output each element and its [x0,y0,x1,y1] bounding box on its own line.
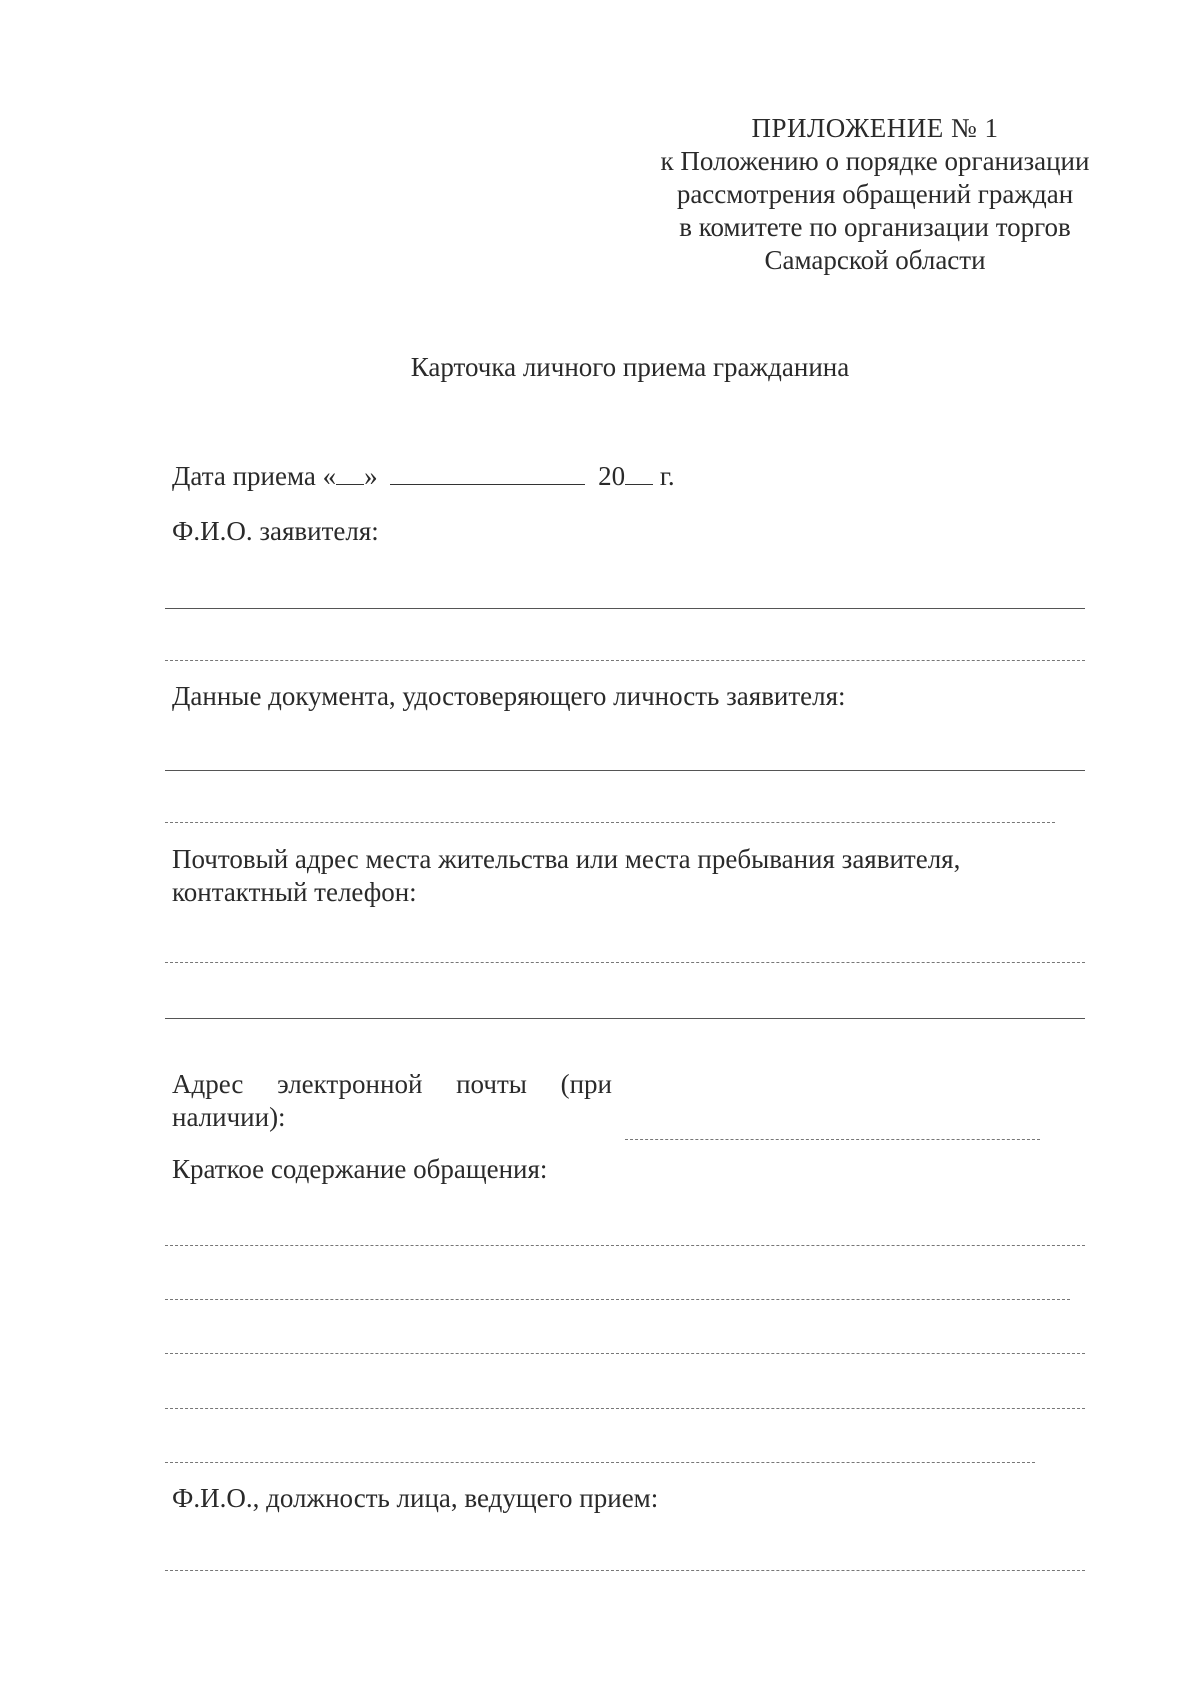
address-line-1[interactable] [165,962,1085,963]
applicant-name-line-2[interactable] [165,660,1085,661]
address-line-2[interactable] [165,1018,1085,1019]
id-document-line-2[interactable] [165,822,1055,823]
summary-label: Краткое содержание обращения: [172,1154,548,1184]
applicant-name-label: Ф.И.О. заявителя: [172,516,379,546]
email-label-line-1: Адрес электронной почты (при [172,1069,612,1099]
date-line [172,460,675,493]
summary-line-2[interactable] [165,1299,1070,1300]
appendix-line-1: к Положению о порядке организации [660,146,1090,176]
applicant-name-line-1[interactable] [165,608,1085,609]
appendix-line-3: в комитете по организации торгов [679,212,1071,242]
email-line[interactable] [625,1139,1040,1140]
email-label [172,1068,612,1134]
day-blank[interactable] [336,462,364,485]
document-title: Карточка личного приема гражданина [410,352,850,382]
summary-line-4[interactable] [165,1408,1085,1409]
official-label: Ф.И.О., должность лица, ведущего прием: [172,1483,659,1513]
email-label-line-2: наличии): [172,1102,286,1132]
address-label-line-1: Почтовый адрес места жительства или места пребывания заявителя, [172,844,961,874]
summary-line-1[interactable] [165,1245,1085,1246]
date-mid: » [364,461,378,491]
date-suffix: г. [659,461,675,491]
summary-line-3[interactable] [165,1353,1085,1354]
year-blank[interactable] [625,462,653,485]
official-line[interactable] [165,1570,1085,1571]
appendix-line-2: рассмотрения обращений граждан [676,179,1074,209]
id-document-line-1[interactable] [165,770,1085,771]
summary-line-5[interactable] [165,1462,1035,1463]
date-prefix: Дата приема « [172,461,337,491]
appendix-header [630,112,1120,277]
date-year: 20 [598,461,626,491]
id-document-label: Данные документа, удостоверяющего личность заявителя: [172,681,846,711]
appendix-line-4: Самарской области [764,245,986,275]
month-blank[interactable] [390,462,585,485]
appendix-heading: ПРИЛОЖЕНИЕ № 1 [751,113,999,143]
address-label-line-2: контактный телефон: [172,877,417,907]
